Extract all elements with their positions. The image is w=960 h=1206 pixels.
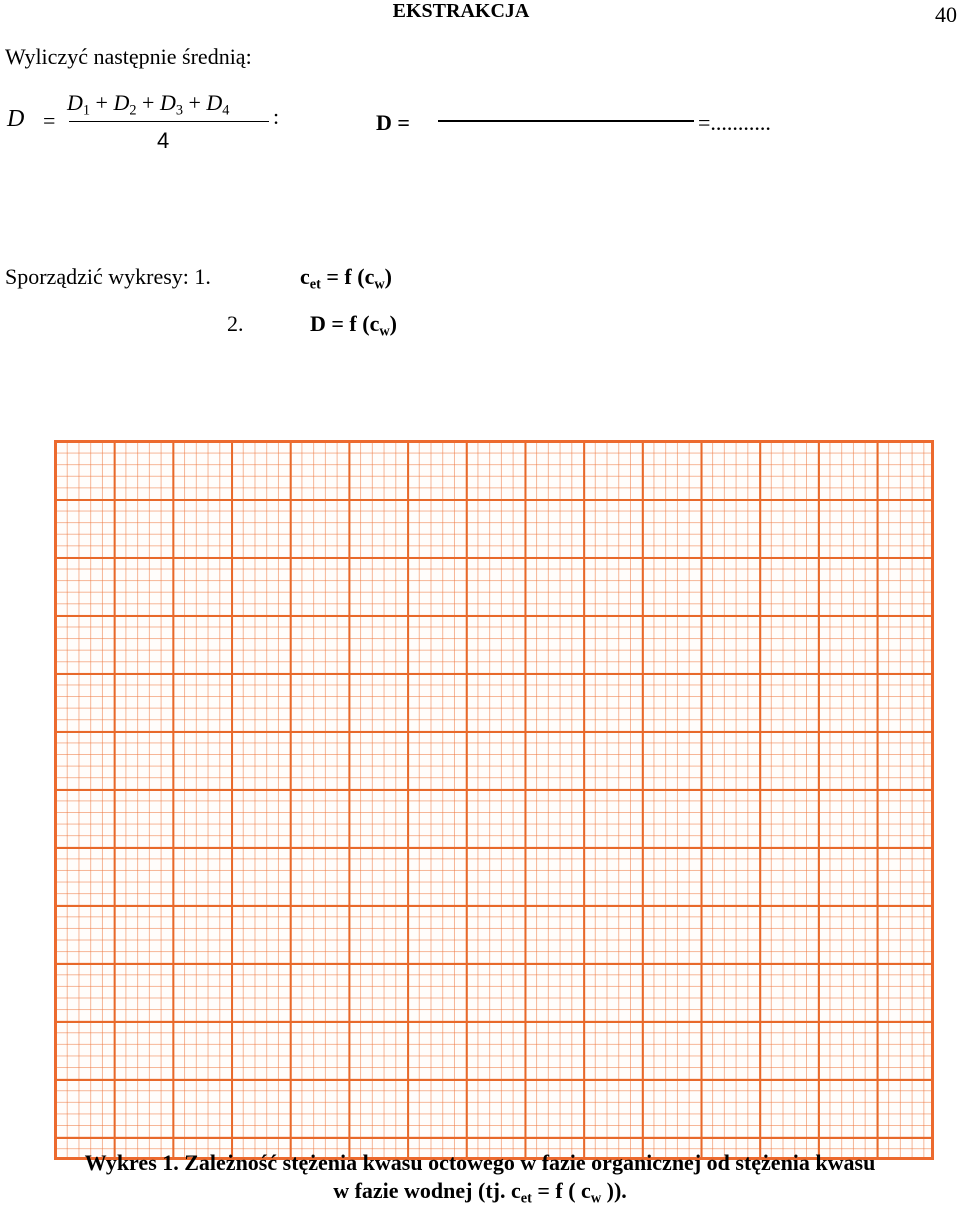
caption-suffix: )). — [601, 1178, 627, 1203]
result-label: D = — [376, 110, 410, 135]
plot-1-arg-sub: w — [374, 276, 385, 293]
caption-sub-w: w — [590, 1190, 602, 1206]
graph-paper — [54, 440, 934, 1160]
page-number: 40 — [935, 2, 957, 27]
formula-plus: + — [142, 90, 155, 115]
formula-colon: : — [273, 104, 280, 129]
formula-equals: = — [43, 108, 56, 133]
plot-2-number: 2. — [227, 311, 244, 336]
plots-instruction: Sporządzić wykresy: 1. — [5, 264, 211, 289]
plot-2-var: D — [310, 311, 326, 336]
plot-1-var: c — [300, 264, 310, 289]
plot-2-middle: = f (c — [325, 311, 380, 336]
calculation-blank-line — [438, 120, 694, 122]
plot-1-close: ) — [384, 264, 392, 289]
caption-middle: = f ( c — [531, 1178, 591, 1203]
figure-caption — [0, 1149, 960, 1205]
result-value: =........... — [698, 110, 771, 135]
caption-prefix: w fazie wodnej (tj. c — [333, 1178, 521, 1203]
plot-1-middle: = f (c — [320, 264, 375, 289]
caption-sub-et: et — [520, 1190, 532, 1206]
plot-2-close: ) — [389, 311, 397, 336]
formula-term-index: 1 — [82, 102, 91, 119]
formula-term-index: 4 — [222, 102, 230, 119]
formula-numerator — [67, 90, 230, 119]
fraction-bar — [69, 121, 269, 122]
plot-1-var-sub: et — [309, 276, 321, 293]
plot-2-expression — [310, 311, 397, 340]
formula-term-symbol: D — [67, 90, 83, 115]
formula-denominator: 4 — [157, 128, 170, 153]
formula-term-symbol: D — [113, 90, 130, 115]
formula-lhs: D — [7, 106, 25, 132]
formula-term-index: 2 — [129, 102, 137, 119]
formula-term-index: 3 — [175, 102, 183, 119]
plot-2-arg-sub: w — [379, 323, 390, 340]
plot-1-expression — [300, 264, 392, 293]
formula-plus: + — [188, 90, 201, 115]
caption-line-2 — [0, 1177, 960, 1205]
formula-term-symbol: D — [206, 90, 223, 115]
mean-instruction: Wyliczyć następnie średnią: — [5, 44, 252, 69]
formula-term-symbol: D — [159, 90, 176, 115]
section-title: EKSTRAKCJA — [392, 0, 530, 22]
formula-plus: + — [95, 90, 108, 115]
caption-line-1: Wykres 1. Zależność stężenia kwasu octowego w fazie organicznej od stężenia kwasu — [84, 1150, 876, 1175]
mean-formula — [5, 90, 305, 160]
